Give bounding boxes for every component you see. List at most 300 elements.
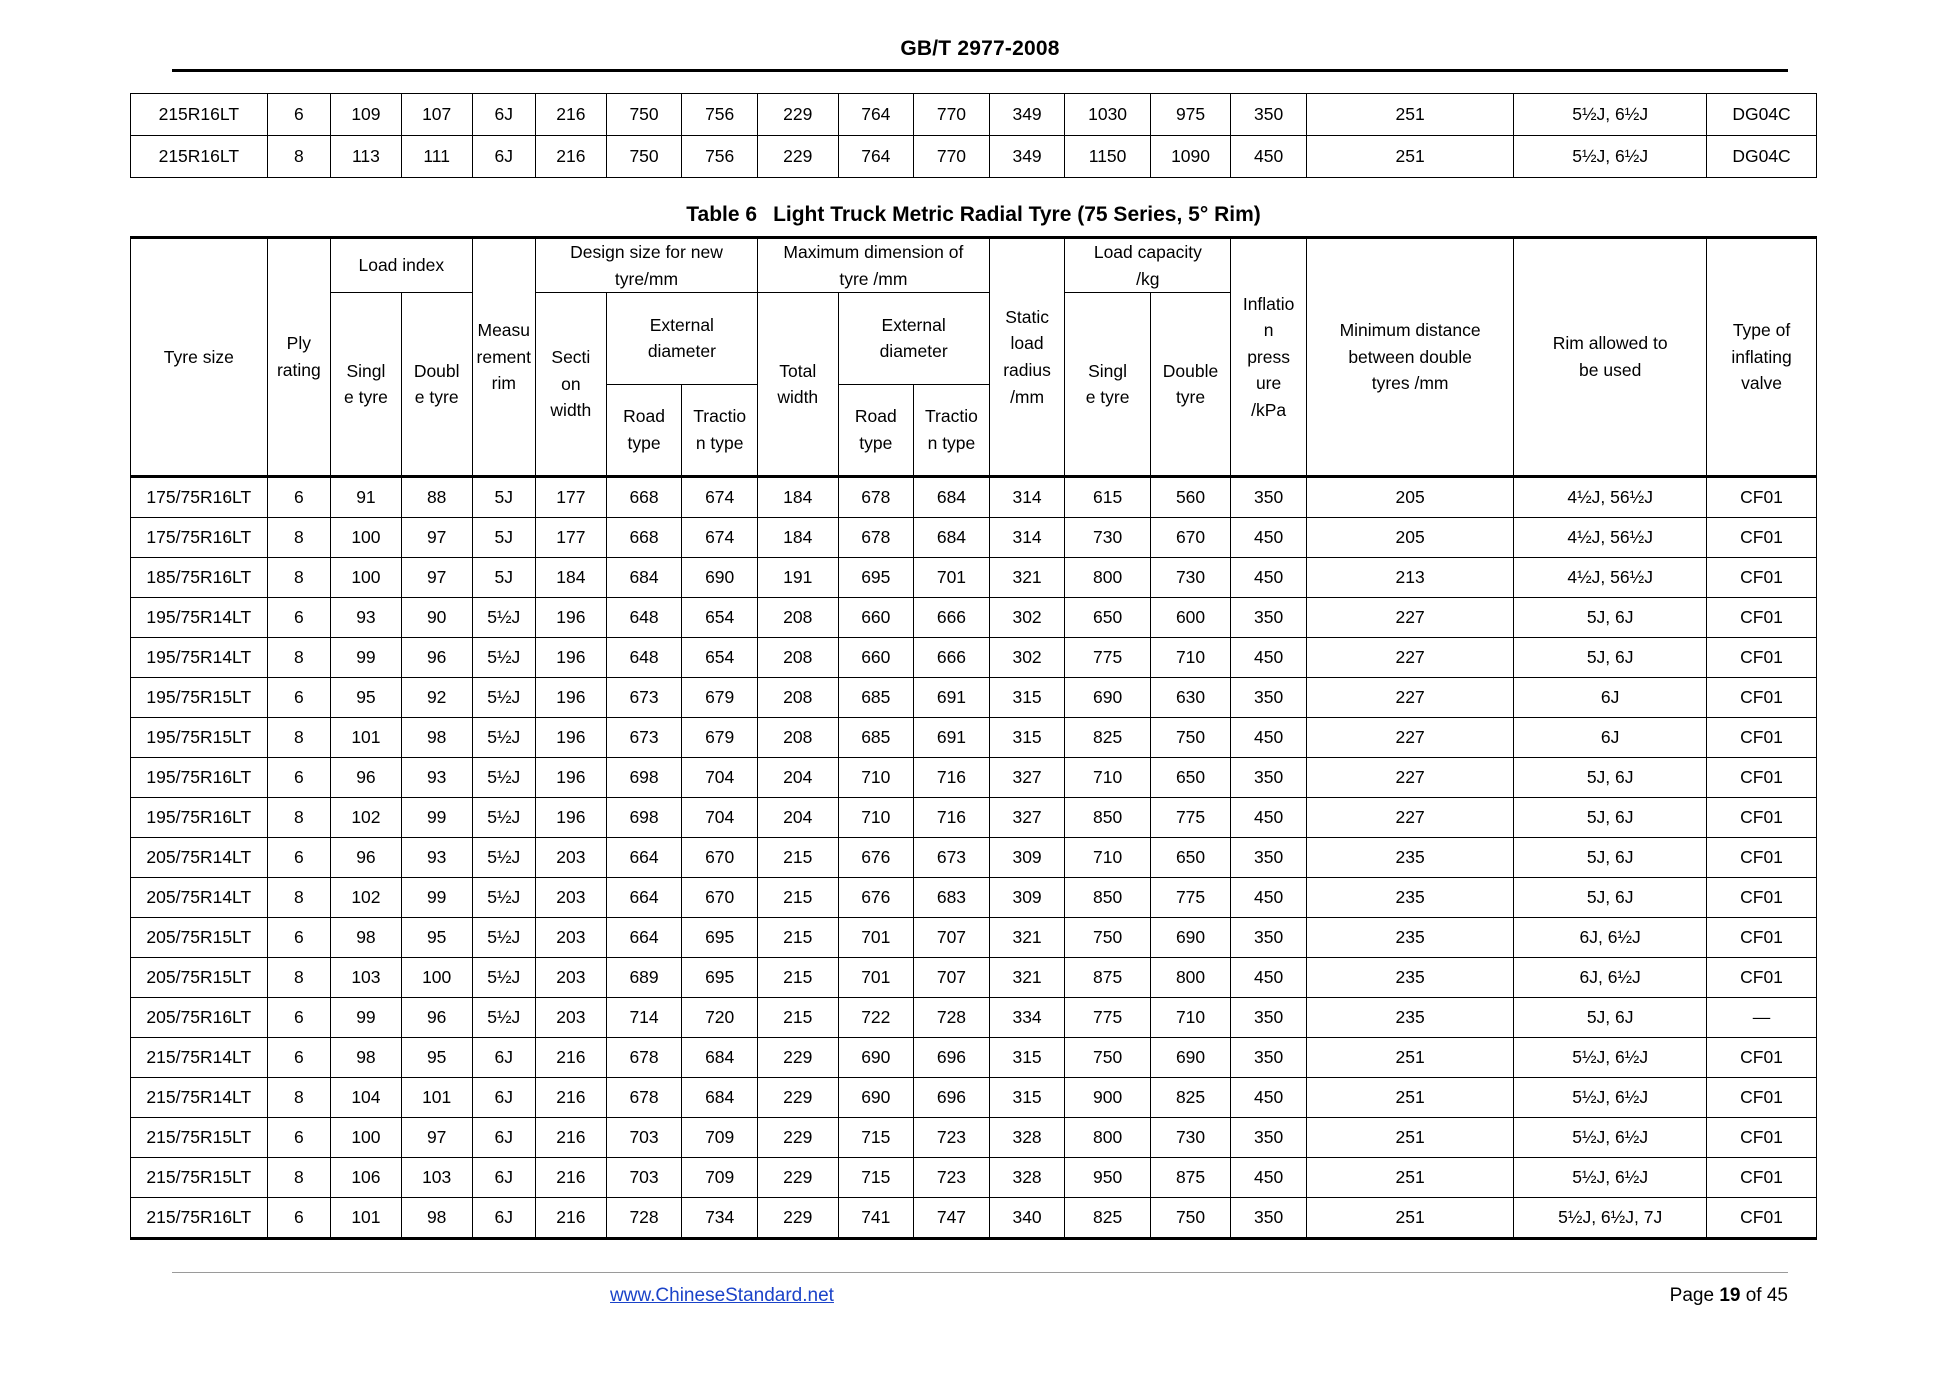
table-cell: 704 bbox=[682, 798, 758, 838]
table-cell: 229 bbox=[758, 94, 839, 136]
table-cell: 95 bbox=[401, 1038, 472, 1078]
table-cell: 251 bbox=[1306, 1038, 1513, 1078]
table-cell: 684 bbox=[914, 477, 990, 518]
table-cell: DG04C bbox=[1707, 94, 1817, 136]
table-cell: 690 bbox=[1065, 678, 1150, 718]
table-cell: 6 bbox=[267, 1038, 330, 1078]
table-cell: 975 bbox=[1150, 94, 1231, 136]
table-cell: 205/75R15LT bbox=[131, 918, 268, 958]
table-cell: 676 bbox=[838, 878, 914, 918]
table-cell: 450 bbox=[1231, 518, 1307, 558]
table-cell: 350 bbox=[1231, 1198, 1307, 1239]
table-cell: 106 bbox=[331, 1158, 402, 1198]
table-cell: 96 bbox=[331, 838, 402, 878]
table-cell: 101 bbox=[331, 1198, 402, 1239]
col-capacity-double: Double tyre bbox=[1150, 293, 1231, 477]
table-cell: 6J bbox=[472, 1158, 535, 1198]
col-design-external-diameter: External diameter bbox=[606, 293, 757, 384]
table-cell: 6 bbox=[267, 1118, 330, 1158]
table-cell: 710 bbox=[838, 758, 914, 798]
table-cell: CF01 bbox=[1707, 477, 1817, 518]
table-cell: 93 bbox=[401, 838, 472, 878]
table-cell: 6 bbox=[267, 94, 330, 136]
table-cell: 251 bbox=[1306, 1118, 1513, 1158]
table-cell: 215R16LT bbox=[131, 136, 268, 178]
table-cell: 709 bbox=[682, 1158, 758, 1198]
table-cell: 5½J, 6½J bbox=[1514, 94, 1707, 136]
table-cell: 668 bbox=[606, 477, 682, 518]
table-cell: 950 bbox=[1065, 1158, 1150, 1198]
table-row bbox=[131, 1118, 1817, 1158]
table-row bbox=[131, 1078, 1817, 1118]
table-cell: 350 bbox=[1231, 918, 1307, 958]
table-cell: 99 bbox=[331, 638, 402, 678]
table-cell: 698 bbox=[606, 758, 682, 798]
table-cell: CF01 bbox=[1707, 678, 1817, 718]
table-cell: CF01 bbox=[1707, 718, 1817, 758]
table-cell: 750 bbox=[1150, 1198, 1231, 1239]
header-row-1 bbox=[131, 238, 1817, 293]
table-cell: 800 bbox=[1150, 958, 1231, 998]
table-cell: 5½J, 6½J bbox=[1514, 1038, 1707, 1078]
table-cell: 215 bbox=[757, 878, 838, 918]
table-cell: 177 bbox=[535, 518, 606, 558]
table-cell: 203 bbox=[535, 878, 606, 918]
table-cell: 349 bbox=[989, 136, 1065, 178]
table-cell: 6J, 6½J bbox=[1514, 958, 1707, 998]
table-cell: 5½J, 6½J bbox=[1514, 1078, 1707, 1118]
table-cell: 203 bbox=[535, 838, 606, 878]
table-cell: 5½J bbox=[472, 998, 535, 1038]
table-cell: 321 bbox=[989, 918, 1065, 958]
table-cell: 670 bbox=[682, 878, 758, 918]
table-cell: 654 bbox=[682, 638, 758, 678]
table-cell: 5J, 6J bbox=[1514, 638, 1707, 678]
table-cell: 5J bbox=[472, 558, 535, 598]
table-cell: 251 bbox=[1306, 1078, 1513, 1118]
table-row bbox=[131, 838, 1817, 878]
table-cell: 764 bbox=[838, 94, 914, 136]
table-cell: 710 bbox=[1150, 638, 1231, 678]
table-cell: 648 bbox=[606, 598, 682, 638]
table-cell: 350 bbox=[1231, 758, 1307, 798]
table-cell: 227 bbox=[1306, 718, 1513, 758]
table-cell: 5½J bbox=[472, 878, 535, 918]
table-cell: 691 bbox=[914, 718, 990, 758]
table-cell: 205/75R16LT bbox=[131, 998, 268, 1038]
table-cell: 800 bbox=[1065, 558, 1150, 598]
table-cell: CF01 bbox=[1707, 1118, 1817, 1158]
table-cell: 251 bbox=[1306, 1198, 1513, 1239]
page-header bbox=[172, 36, 1788, 62]
table-cell: 5J, 6J bbox=[1514, 598, 1707, 638]
table-cell: 875 bbox=[1065, 958, 1150, 998]
table-cell: 701 bbox=[914, 558, 990, 598]
table-cell: 184 bbox=[757, 477, 838, 518]
table-cell: 101 bbox=[401, 1078, 472, 1118]
table-cell: 600 bbox=[1150, 598, 1231, 638]
table-cell: 703 bbox=[606, 1158, 682, 1198]
table-cell: 5½J bbox=[472, 918, 535, 958]
col-design-traction-type: Tractio n type bbox=[682, 384, 758, 476]
table-cell: 709 bbox=[682, 1118, 758, 1158]
table-cell: 678 bbox=[606, 1078, 682, 1118]
table-cell: 215R16LT bbox=[131, 94, 268, 136]
table-cell: 691 bbox=[914, 678, 990, 718]
table-cell: 676 bbox=[838, 838, 914, 878]
table-caption bbox=[130, 203, 1817, 227]
table-cell: 450 bbox=[1231, 638, 1307, 678]
table-cell: 707 bbox=[914, 958, 990, 998]
table-row bbox=[131, 558, 1817, 598]
table-cell: 205/75R14LT bbox=[131, 878, 268, 918]
table-cell: 5½J bbox=[472, 798, 535, 838]
table-cell: 8 bbox=[267, 1078, 330, 1118]
col-measurement-rim: Measu rement rim bbox=[472, 238, 535, 477]
table-cell: 251 bbox=[1306, 94, 1513, 136]
table-cell: 750 bbox=[606, 94, 682, 136]
table-cell: 5J bbox=[472, 518, 535, 558]
table-cell: 450 bbox=[1231, 1158, 1307, 1198]
table-row bbox=[131, 477, 1817, 518]
table-cell: 92 bbox=[401, 678, 472, 718]
table-cell: 96 bbox=[331, 758, 402, 798]
table-cell: 91 bbox=[331, 477, 402, 518]
col-max-dimension: Maximum dimension of tyre /mm bbox=[757, 238, 989, 293]
table-cell: 8 bbox=[267, 136, 330, 178]
table-cell: 6 bbox=[267, 678, 330, 718]
continued-table bbox=[130, 93, 1817, 178]
current-page: 19 bbox=[1719, 1285, 1741, 1306]
col-max-traction-type: Tractio n type bbox=[914, 384, 990, 476]
table-cell: 195/75R14LT bbox=[131, 598, 268, 638]
table-cell: 4½J, 56½J bbox=[1514, 518, 1707, 558]
table-cell: 315 bbox=[989, 718, 1065, 758]
table-cell: 850 bbox=[1065, 798, 1150, 838]
table-cell: 684 bbox=[682, 1038, 758, 1078]
table-cell: 340 bbox=[989, 1198, 1065, 1239]
table-cell: 664 bbox=[606, 918, 682, 958]
table-cell: 215/75R14LT bbox=[131, 1078, 268, 1118]
table-cell: 309 bbox=[989, 878, 1065, 918]
col-load-index: Load index bbox=[331, 238, 473, 293]
table-cell: 327 bbox=[989, 798, 1065, 838]
col-inflation-pressure: Inflatio n press ure /kPa bbox=[1231, 238, 1307, 477]
table-cell: 670 bbox=[682, 838, 758, 878]
table-cell: 195/75R16LT bbox=[131, 758, 268, 798]
table-cell: 679 bbox=[682, 678, 758, 718]
table-cell: 100 bbox=[331, 1118, 402, 1158]
table-cell: 100 bbox=[401, 958, 472, 998]
table-cell: 6 bbox=[267, 998, 330, 1038]
table-cell: 630 bbox=[1150, 678, 1231, 718]
header-divider bbox=[172, 69, 1788, 72]
table-cell: 302 bbox=[989, 638, 1065, 678]
table-cell: 107 bbox=[401, 94, 472, 136]
table-cell: 690 bbox=[1150, 1038, 1231, 1078]
table-cell: DG04C bbox=[1707, 136, 1817, 178]
table-cell: 683 bbox=[914, 878, 990, 918]
table-cell: 679 bbox=[682, 718, 758, 758]
table-cell: CF01 bbox=[1707, 638, 1817, 678]
standard-number: GB/T 2977-2008 bbox=[900, 37, 1060, 60]
table-cell: 775 bbox=[1150, 878, 1231, 918]
table-cell: 191 bbox=[757, 558, 838, 598]
table-cell: 195/75R15LT bbox=[131, 718, 268, 758]
table-cell: 698 bbox=[606, 798, 682, 838]
table-cell: 350 bbox=[1231, 1118, 1307, 1158]
table-cell: 216 bbox=[535, 1118, 606, 1158]
table-cell: 208 bbox=[757, 718, 838, 758]
table-cell: 196 bbox=[535, 798, 606, 838]
caption-text: Light Truck Metric Radial Tyre (75 Series, 5° Rim) bbox=[773, 203, 1261, 226]
table-cell: 900 bbox=[1065, 1078, 1150, 1118]
table-cell: 6 bbox=[267, 918, 330, 958]
col-total-width: Total width bbox=[757, 293, 838, 477]
table-cell: 321 bbox=[989, 558, 1065, 598]
table-cell: 88 bbox=[401, 477, 472, 518]
table-cell: 666 bbox=[914, 638, 990, 678]
table-cell: 678 bbox=[606, 1038, 682, 1078]
table-cell: 670 bbox=[1150, 518, 1231, 558]
table-cell: 720 bbox=[682, 998, 758, 1038]
table-cell: 229 bbox=[757, 1198, 838, 1239]
table-cell: 716 bbox=[914, 798, 990, 838]
table-cell: 695 bbox=[682, 958, 758, 998]
table-cell: 450 bbox=[1231, 798, 1307, 838]
table-cell: 101 bbox=[331, 718, 402, 758]
table-cell: 97 bbox=[401, 518, 472, 558]
table-row bbox=[131, 1198, 1817, 1239]
table-cell: 5½J bbox=[472, 958, 535, 998]
table-cell: 215 bbox=[757, 918, 838, 958]
main-table bbox=[130, 236, 1817, 1240]
table-cell: 227 bbox=[1306, 598, 1513, 638]
table-cell: 5½J, 6½J bbox=[1514, 136, 1707, 178]
table-cell: 825 bbox=[1150, 1078, 1231, 1118]
table-cell: 314 bbox=[989, 518, 1065, 558]
table-cell: 750 bbox=[606, 136, 682, 178]
table-cell: 215 bbox=[757, 958, 838, 998]
col-section-width: Secti on width bbox=[535, 293, 606, 477]
table-cell: CF01 bbox=[1707, 798, 1817, 838]
table-cell: 690 bbox=[682, 558, 758, 598]
table-cell: 203 bbox=[535, 998, 606, 1038]
footer-divider bbox=[172, 1272, 1788, 1273]
table-cell: CF01 bbox=[1707, 878, 1817, 918]
table-cell: 177 bbox=[535, 477, 606, 518]
table-row bbox=[131, 878, 1817, 918]
table-cell: 696 bbox=[914, 1038, 990, 1078]
table-cell: 450 bbox=[1231, 558, 1307, 598]
table-cell: 103 bbox=[331, 958, 402, 998]
table-cell: 6J bbox=[1514, 678, 1707, 718]
table-cell: 8 bbox=[267, 638, 330, 678]
table-cell: 666 bbox=[914, 598, 990, 638]
table-cell: 660 bbox=[838, 598, 914, 638]
table-cell: 95 bbox=[331, 678, 402, 718]
table-cell: 710 bbox=[1150, 998, 1231, 1038]
table-cell: CF01 bbox=[1707, 838, 1817, 878]
table-cell: 664 bbox=[606, 838, 682, 878]
table-cell: 6 bbox=[267, 838, 330, 878]
table-cell: 6J, 6½J bbox=[1514, 918, 1707, 958]
table-cell: CF01 bbox=[1707, 758, 1817, 798]
table-cell: 4½J, 56½J bbox=[1514, 558, 1707, 598]
table-cell: 8 bbox=[267, 878, 330, 918]
table-cell: 215/75R16LT bbox=[131, 1198, 268, 1239]
table-cell: 756 bbox=[682, 136, 758, 178]
table-row bbox=[131, 638, 1817, 678]
table-cell: 227 bbox=[1306, 678, 1513, 718]
col-capacity-single: Singl e tyre bbox=[1065, 293, 1150, 477]
col-load-index-double: Doubl e tyre bbox=[401, 293, 472, 477]
table-cell: CF01 bbox=[1707, 958, 1817, 998]
table-cell: 775 bbox=[1150, 798, 1231, 838]
table-cell: 660 bbox=[838, 638, 914, 678]
table-cell: 668 bbox=[606, 518, 682, 558]
table-cell: 98 bbox=[331, 1038, 402, 1078]
table-cell: 215/75R14LT bbox=[131, 1038, 268, 1078]
website-link[interactable]: www.ChineseStandard.net bbox=[610, 1285, 834, 1306]
table-cell: 208 bbox=[757, 598, 838, 638]
table-row bbox=[131, 998, 1817, 1038]
table-cell: 213 bbox=[1306, 558, 1513, 598]
table-cell: 229 bbox=[757, 1118, 838, 1158]
table-cell: 229 bbox=[757, 1038, 838, 1078]
total-pages: 45 bbox=[1766, 1285, 1788, 1306]
table-cell: 5½J bbox=[472, 598, 535, 638]
table-row bbox=[131, 94, 1817, 136]
page-number-label: Page 19 of 45 bbox=[1669, 1285, 1788, 1306]
table-cell: 350 bbox=[1231, 94, 1307, 136]
table-cell: 695 bbox=[838, 558, 914, 598]
table-cell: 328 bbox=[989, 1118, 1065, 1158]
table-cell: 109 bbox=[331, 94, 402, 136]
table-cell: 103 bbox=[401, 1158, 472, 1198]
table-cell: 95 bbox=[401, 918, 472, 958]
table-cell: 215/75R15LT bbox=[131, 1118, 268, 1158]
table-cell: 96 bbox=[401, 998, 472, 1038]
page-footer bbox=[172, 1285, 1788, 1319]
table-cell: 350 bbox=[1231, 678, 1307, 718]
table-cell: 196 bbox=[535, 598, 606, 638]
table-cell: 227 bbox=[1306, 798, 1513, 838]
table-cell: 728 bbox=[606, 1198, 682, 1239]
col-static-load-radius: Static load radius /mm bbox=[989, 238, 1065, 477]
col-load-capacity: Load capacity /kg bbox=[1065, 238, 1231, 293]
table-cell: 195/75R16LT bbox=[131, 798, 268, 838]
table-cell: 229 bbox=[757, 1158, 838, 1198]
table-row bbox=[131, 798, 1817, 838]
table-cell: 690 bbox=[838, 1078, 914, 1118]
table-cell: 216 bbox=[535, 1198, 606, 1239]
table-cell: 8 bbox=[267, 718, 330, 758]
table-cell: CF01 bbox=[1707, 518, 1817, 558]
table-cell: 703 bbox=[606, 1118, 682, 1158]
table-cell: 96 bbox=[401, 638, 472, 678]
table-cell: 102 bbox=[331, 878, 402, 918]
table-cell: 1030 bbox=[1065, 94, 1150, 136]
table-cell: 334 bbox=[989, 998, 1065, 1038]
table-cell: 5½J bbox=[472, 758, 535, 798]
table-cell: 690 bbox=[1150, 918, 1231, 958]
table-cell: 229 bbox=[757, 1078, 838, 1118]
table-cell: 714 bbox=[606, 998, 682, 1038]
table-cell: 5J, 6J bbox=[1514, 798, 1707, 838]
table-cell: 685 bbox=[838, 678, 914, 718]
col-tyre-size: Tyre size bbox=[131, 238, 268, 477]
table-cell: 196 bbox=[535, 678, 606, 718]
table-cell: 6J bbox=[472, 1078, 535, 1118]
table-cell: 696 bbox=[914, 1078, 990, 1118]
table-cell: 734 bbox=[682, 1198, 758, 1239]
table-cell: 5½J bbox=[472, 638, 535, 678]
table-cell: 5½J bbox=[472, 838, 535, 878]
table-cell: CF01 bbox=[1707, 918, 1817, 958]
table-cell: 98 bbox=[401, 718, 472, 758]
table-cell: 99 bbox=[401, 798, 472, 838]
main-table-body bbox=[131, 477, 1817, 1239]
table-cell: 747 bbox=[914, 1198, 990, 1239]
table-cell: 450 bbox=[1231, 136, 1307, 178]
table-cell: 314 bbox=[989, 477, 1065, 518]
table-cell: 715 bbox=[838, 1118, 914, 1158]
table-cell: 756 bbox=[682, 94, 758, 136]
table-cell: 650 bbox=[1065, 598, 1150, 638]
table-cell: 205 bbox=[1306, 477, 1513, 518]
table-cell: 97 bbox=[401, 1118, 472, 1158]
table-cell: 716 bbox=[914, 758, 990, 798]
table-cell: CF01 bbox=[1707, 558, 1817, 598]
table-cell: 321 bbox=[989, 958, 1065, 998]
table-cell: 560 bbox=[1150, 477, 1231, 518]
table-cell: CF01 bbox=[1707, 598, 1817, 638]
table-cell: 750 bbox=[1065, 1038, 1150, 1078]
table-cell: 450 bbox=[1231, 1078, 1307, 1118]
table-cell: 730 bbox=[1150, 1118, 1231, 1158]
main-table-header bbox=[131, 238, 1817, 477]
table-cell: 615 bbox=[1065, 477, 1150, 518]
table-cell: 205/75R14LT bbox=[131, 838, 268, 878]
table-cell: 184 bbox=[535, 558, 606, 598]
table-cell: 710 bbox=[838, 798, 914, 838]
table-cell: 8 bbox=[267, 958, 330, 998]
table-cell: 673 bbox=[606, 678, 682, 718]
table-cell: 175/75R16LT bbox=[131, 518, 268, 558]
table-cell: 775 bbox=[1065, 998, 1150, 1038]
table-cell: 648 bbox=[606, 638, 682, 678]
table-cell: 215 bbox=[757, 998, 838, 1038]
table-cell: 750 bbox=[1150, 718, 1231, 758]
table-cell: 673 bbox=[606, 718, 682, 758]
table-cell: 723 bbox=[914, 1158, 990, 1198]
table-cell: 185/75R16LT bbox=[131, 558, 268, 598]
table-cell: 710 bbox=[1065, 758, 1150, 798]
table-cell: 196 bbox=[535, 638, 606, 678]
table-cell: 8 bbox=[267, 518, 330, 558]
table-cell: 875 bbox=[1150, 1158, 1231, 1198]
table-row bbox=[131, 758, 1817, 798]
table-cell: 216 bbox=[535, 1078, 606, 1118]
table-cell: 5J, 6J bbox=[1514, 878, 1707, 918]
table-cell: 97 bbox=[401, 558, 472, 598]
table-cell: 315 bbox=[989, 1038, 1065, 1078]
table-cell: 93 bbox=[401, 758, 472, 798]
table-row bbox=[131, 918, 1817, 958]
table-cell: 450 bbox=[1231, 958, 1307, 998]
table-cell: 770 bbox=[914, 136, 990, 178]
